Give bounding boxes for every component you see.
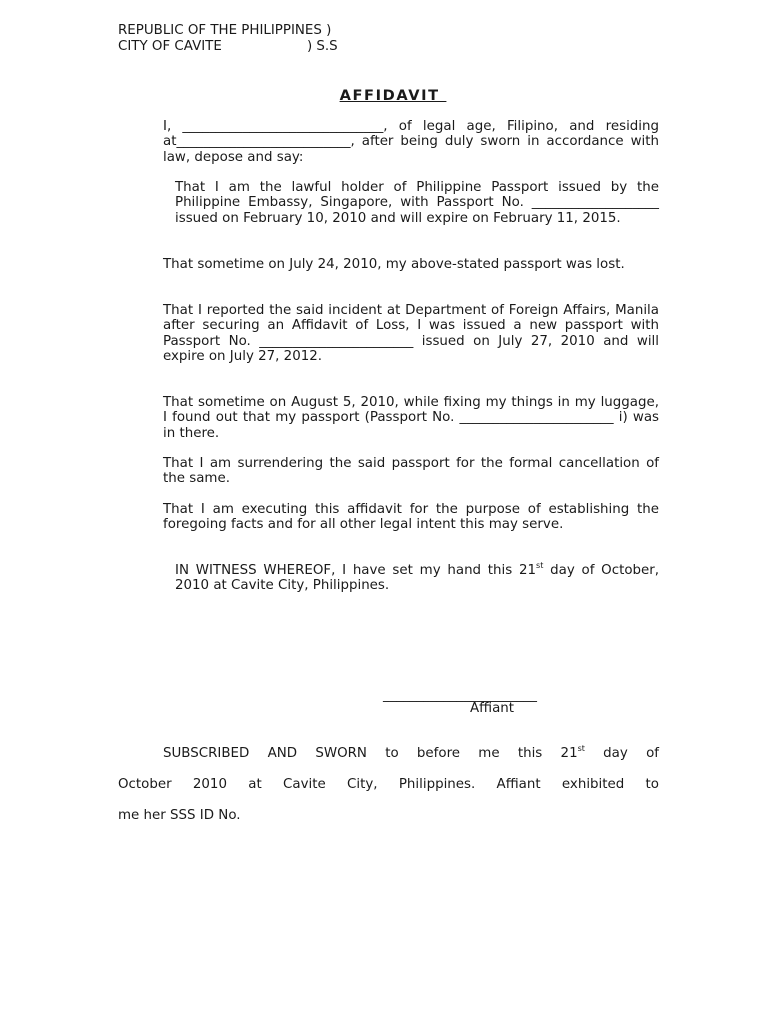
witness-text-start: IN WITNESS WHEREOF, I have set my hand this 21 [175, 563, 537, 578]
witness-text-end: day of October, 2010 at Cavite City, Philippines. [175, 563, 660, 594]
jurat-text-start: SUBSCRIBED AND SWORN to before me this 21 [163, 746, 578, 761]
document-title: AFFIDAVIT [339, 87, 447, 104]
witness-ordinal-suffix: st [536, 561, 544, 570]
paragraph-surrender: That I am surrendering the said passport for the formal cancellation of the same. [163, 456, 659, 487]
signature-label-affiant: Affiant [470, 701, 515, 716]
paragraph-witness-whereof [118, 563, 659, 594]
paragraph-reported-incident: That I reported the said incident at Department of Foreign Affairs, Manila after securing an Affidavit of Loss, I was issued a new passport with Passport No. _______________________ issued on July 27, 2010 and will expire on July 27, 2012. [163, 303, 659, 365]
paragraph-purpose: That I am executing this affidavit for the purpose of establishing the foregoing facts and for all other legal intent this may serve. [163, 502, 659, 533]
paragraph-passport-found: That sometime on August 5, 2010, while fixing my things in my luggage, I found out that my passport (Passport No. _______________________ i) was in there. [163, 395, 659, 441]
venue-line-city: CITY OF CAVITE ) S.S [118, 39, 338, 54]
paragraph-passport-lost: That sometime on July 24, 2010, my above-stated passport was lost. [163, 257, 625, 272]
signature-line: _______________________ [383, 688, 537, 703]
intro-paragraph: I, ______________________________, of legal age, Filipino, and residing at__________________________, after being duly sworn in accordance with law, depose and say: [163, 119, 659, 165]
jurat-ordinal-suffix: st [577, 744, 585, 753]
paragraph-passport-holder: That I am the lawful holder of Philippine Passport issued by the Philippine Embassy, Singapore, with Passport No. ___________________ issued on February 10, 2010 and will expire on February 11, 2015. [175, 180, 659, 226]
jurat-text-end: day of [584, 746, 659, 761]
jurat-line-3: me her SSS ID No. [118, 808, 241, 823]
venue-line-republic: REPUBLIC OF THE PHILIPPINES ) [118, 23, 332, 38]
jurat-line-1 [118, 746, 659, 761]
jurat-line-2: October 2010 at Cavite City, Philippines. Affiant exhibited to [118, 777, 659, 792]
